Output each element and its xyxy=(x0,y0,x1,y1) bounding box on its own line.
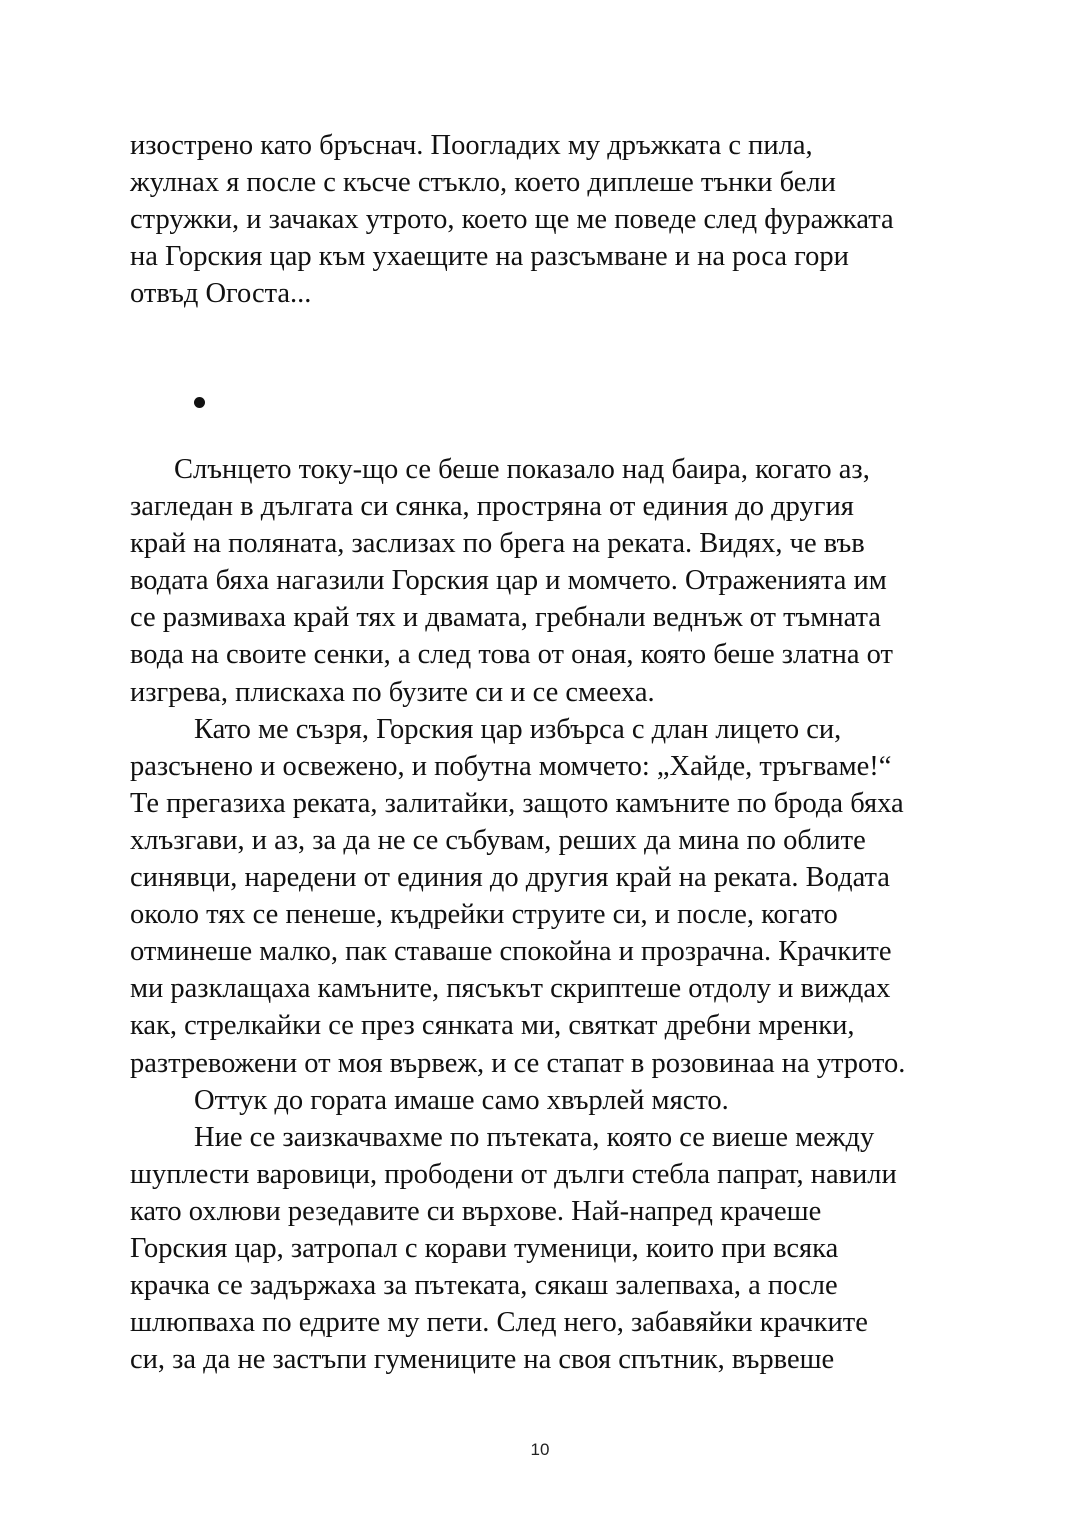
text-line: вода на своите сенки, а след това от оная, която беше златна от xyxy=(130,639,893,671)
text-line: разтревожени от моя вървеж, и се стапат в розовинаа на утрото. xyxy=(130,1047,906,1079)
text-line: Горския цар, затропал с корави туменици, които при всяка xyxy=(130,1232,839,1264)
text-line: как, стрелкайки се през сянката ми, святкат дребни мренки, xyxy=(130,1010,855,1042)
paragraph-first-line: Оттук до гората имаше само хвърлей място. xyxy=(194,1084,729,1116)
text-line: се размиваха край тях и двамата, гребнали веднъж от тъмната xyxy=(130,602,881,634)
text-line: на Горския цар към ухаещите на разсъмване и на роса гори xyxy=(130,241,849,273)
text-line: отвъд Огоста... xyxy=(130,278,312,310)
text-line: синявци, наредени от единия до другия край на реката. Водата xyxy=(130,862,890,894)
text-line: разсънено и освежено, и побутна момчето: „Хайде, тръгваме!“ xyxy=(130,750,892,782)
text-line: изострено като бръснач. Поогладих му дръжката с пила, xyxy=(130,130,813,161)
text-line: край на поляната, заслизах по брега на реката. Видях, че във xyxy=(130,528,865,560)
text-line: крачка се задържаха за пътеката, сякаш залепваха, а после xyxy=(130,1270,838,1302)
top-paragraph xyxy=(130,127,960,312)
text-line: стружки, и зачаках утрото, което ще ме поведе след фуражката xyxy=(130,204,894,236)
text-line: си, за да не застъпи гумениците на своя спътник, вървеше xyxy=(130,1344,835,1376)
section-separator-bullet-icon xyxy=(194,397,205,408)
text-line: шлюпваха по едрите му пети. След него, забавяйки крачките xyxy=(130,1307,868,1339)
text-line: водата бяха нагазили Горския цар и момчето. Отраженията им xyxy=(130,565,887,597)
paragraph-first-line: Като ме съзря, Горския цар избърса с длан лицето си, xyxy=(194,713,842,745)
page-number: 10 xyxy=(530,1440,550,1459)
paragraph-first-line: Ние се заизкачвахме по пътеката, която се виеше между xyxy=(194,1121,875,1153)
text-line: хлъзгави, и аз, за да не се събувам, реших да мина по облите xyxy=(130,824,866,856)
text-line: отминеше малко, пак ставаше спокойна и прозрачна. Крачките xyxy=(130,936,892,968)
text-line: като охлюви резедавите си върхове. Най-напред крачеше xyxy=(130,1195,822,1227)
text-line: Те прегазиха реката, залитайки, защото камъните по брода бяха xyxy=(130,787,904,819)
text-line: жулнах я после с късче стъкло, което диплеше тънки бели xyxy=(130,167,836,199)
text-line: изгрева, плискаха по бузите си и се смееха. xyxy=(130,676,655,708)
text-line: шуплести варовици, прободени от дълги стебла папрат, навили xyxy=(130,1158,897,1190)
text-line: загледан в дългата си сянка, простряна от единия до другия xyxy=(130,491,854,523)
paragraph-first-line: Слънцето току-що се беше показало над баира, когато аз, xyxy=(174,454,870,485)
text-line: ми разклащаха камъните, пясъкът скриптеше отдолу и виждах xyxy=(130,973,891,1005)
main-text xyxy=(130,451,960,1378)
text-line: около тях се пенеше, къдрейки струите си, и после, когато xyxy=(130,899,838,931)
